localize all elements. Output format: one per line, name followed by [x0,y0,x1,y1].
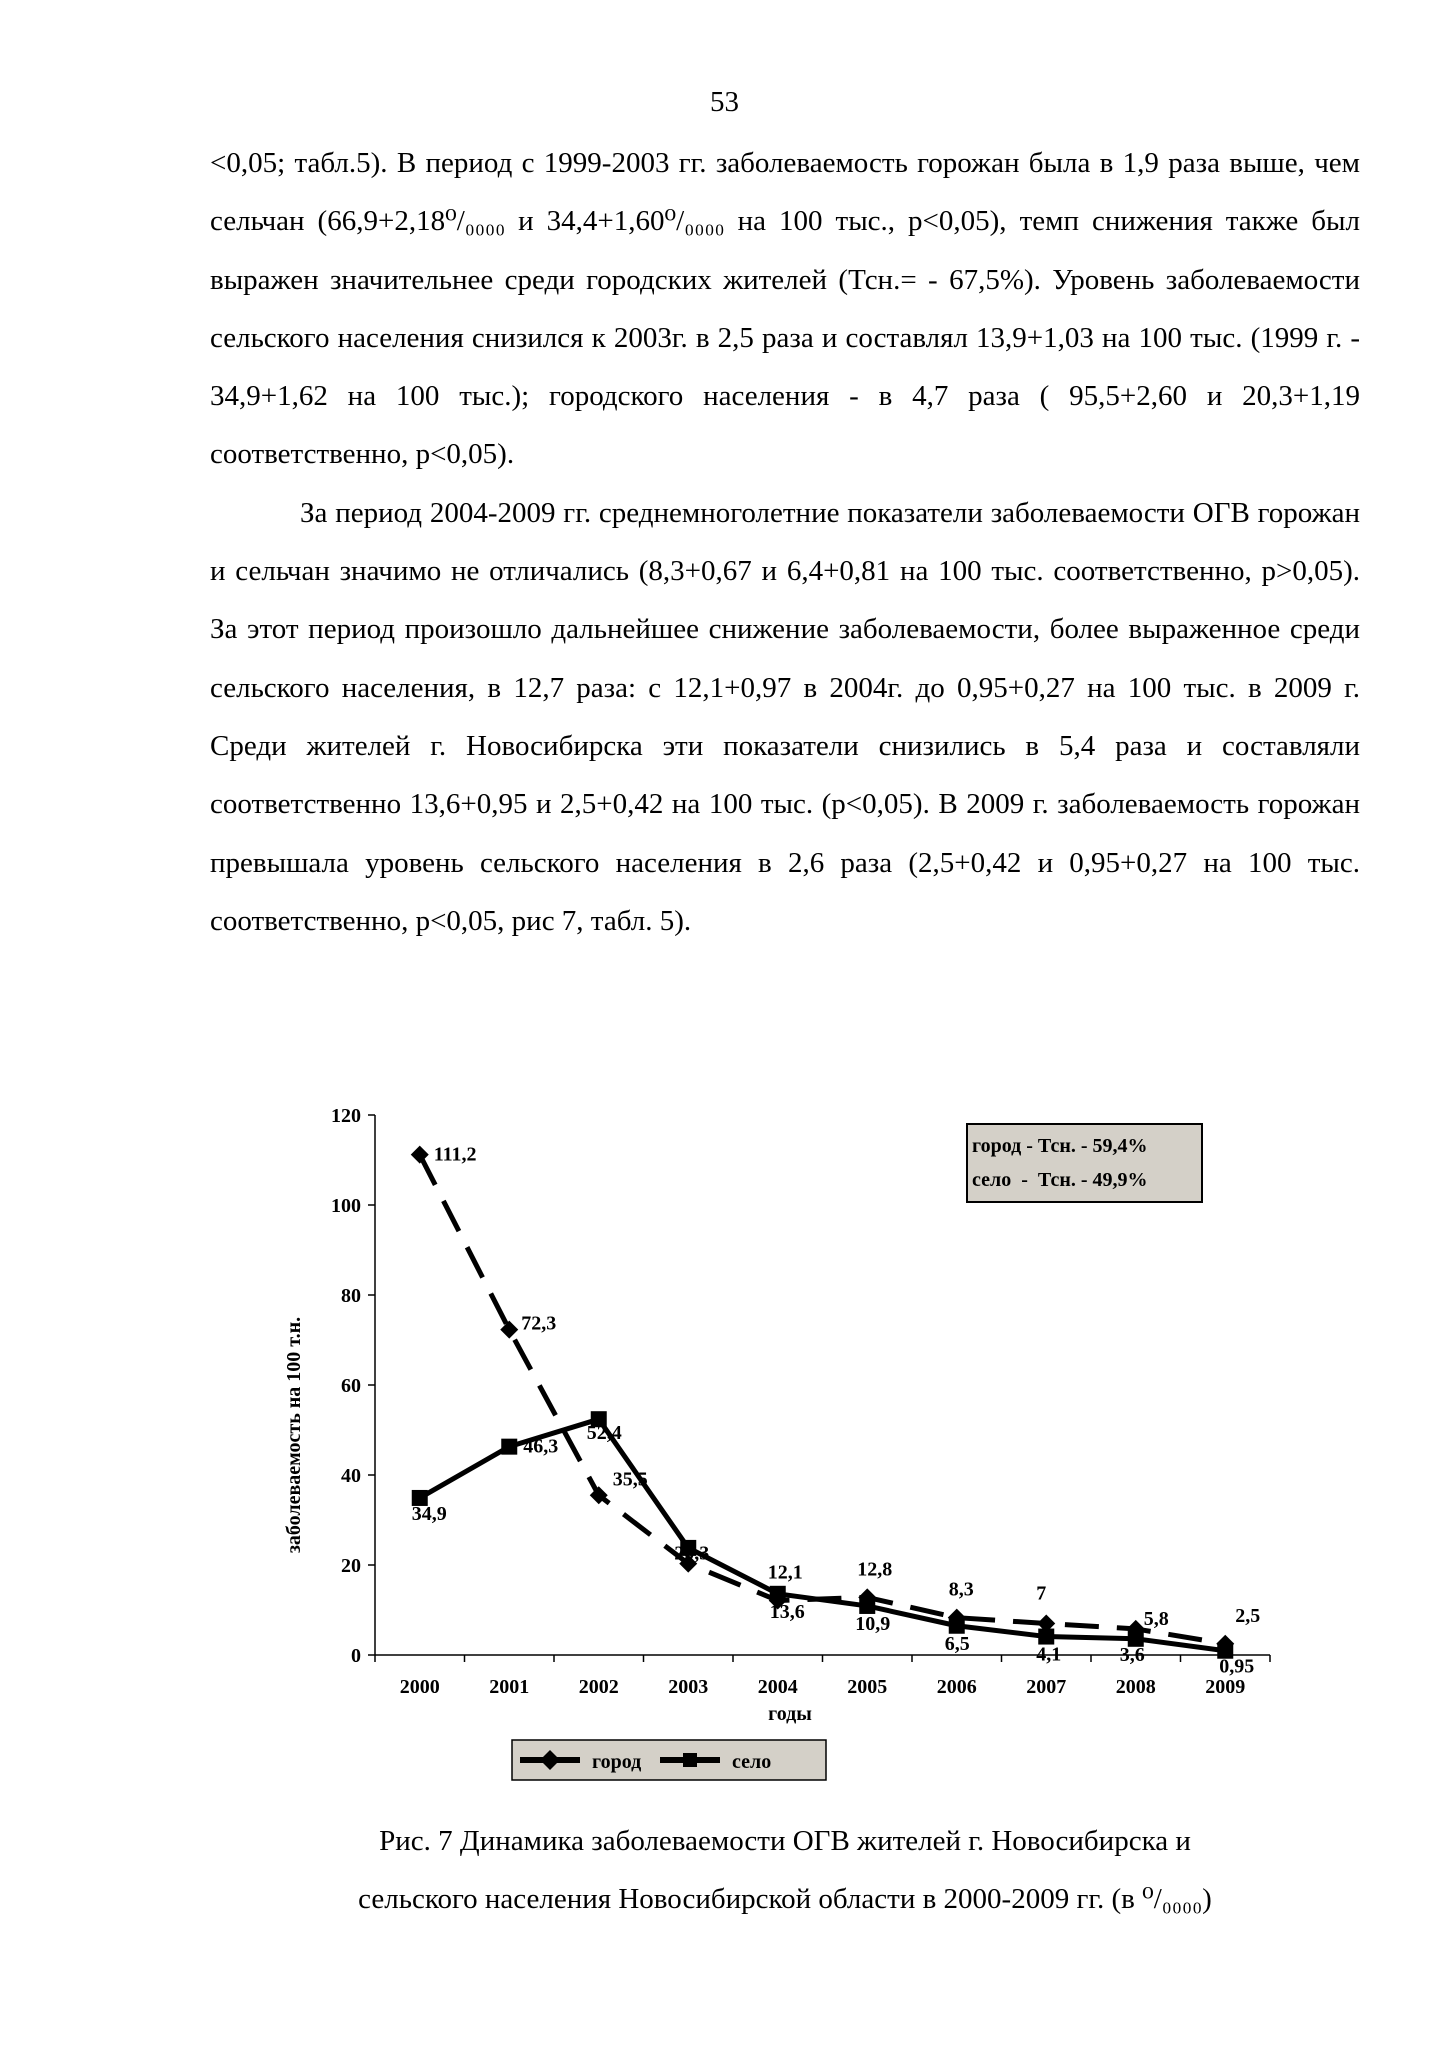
data-point-diamond [500,1321,518,1339]
data-label: 52,4 [586,1422,622,1445]
chart-series [411,1143,1235,1659]
data-point-square [501,1439,517,1455]
text-line: соответственно, р<0,05). [210,438,515,471]
text-line: тыс. соответственно, р>0,05). За этот период произошло дальнейшее [210,555,1361,646]
legend-label-gorod: город [592,1751,642,1773]
data-label: 34,9 [411,1502,447,1525]
text-line: раза выше, чем сельчан (66,9+2,18⁰/₀₀₀₀ и 34,4+1,60⁰/₀₀₀₀ на 100 тыс., р<0,05), [210,147,1361,238]
x-tick-label: 2003 [668,1676,709,1698]
text-line: 2003г. в 2,5 раза и составлял 13,9+1,03 на 100 тыс. (1999 г. - 34,9+1,62 на 100 [210,321,1360,413]
x-tick-label: 2002 [578,1676,619,1698]
legend-marker-square [683,1753,697,1767]
data-label: 8,3 [948,1578,974,1601]
x-tick-label: 2006 [936,1676,977,1698]
x-tick-label: 2004 [757,1676,798,1698]
caption-line: Рис. 7 Динамика заболеваемости ОГВ жителей г. Новосибирска и [379,1825,1191,1857]
y-tick-label: 120 [331,1105,361,1127]
text-line: (Тсн.= - 67,5%). Уровень заболеваемости сельского населения снизился к [210,263,1361,354]
x-tick-label: 2008 [1115,1676,1156,1698]
text-line: жителей г. Новосибирска эти показатели снизились в 5,4 раза и составляли [306,729,1360,762]
figure-7-chart [270,1100,1310,1790]
y-tick-label: 60 [341,1375,361,1397]
caption-line: сельского населения Новосибирской области в 2000-2009 гг. (в ⁰/₀₀₀₀) [358,1883,1212,1915]
data-label: 7 [1036,1582,1047,1605]
text-line: темп снижения также был выражен значительнее среди городских жителей [210,205,1360,296]
line-chart [270,1100,1310,1790]
x-tick-label: 2000 [399,1676,440,1698]
annotation-line: город - Тсн. - 59,4% [972,1135,1148,1157]
data-label: 3,6 [1119,1643,1145,1666]
text-line: 12,7 раза: с 12,1+0,97 в 2004г. до 0,95+0,27 на 100 тыс. в 2009 г. Среди [210,671,1360,762]
x-tick-label: 2009 [1205,1676,1246,1698]
y-axis-label: заболеваемость на 100 т.н. [283,1316,305,1554]
text-line: заболеваемость горожан превышала уровень сельского населения в 2,6 раза [210,788,1360,879]
data-label: 5,8 [1143,1607,1169,1630]
y-tick-label: 0 [351,1645,361,1667]
x-tick-label: 2001 [489,1676,530,1698]
y-tick-label: 20 [341,1555,361,1577]
text-line: (2,5+0,42 и 0,95+0,27 на 100 тыс. соответственно, р<0,05, рис 7, табл. 5). [210,846,1360,937]
data-label: 13,6 [769,1600,805,1623]
annotation-line: село - Тсн. - 49,9% [972,1169,1148,1191]
data-point-diamond [411,1146,429,1164]
data-label: 0,95 [1219,1655,1255,1678]
body-text [210,134,1360,950]
paragraph-1 [210,134,1360,484]
text-line: За период 2004-2009 гг. среднемноголетние показатели заболеваемости [300,496,1185,529]
data-label: 12,1 [767,1561,803,1584]
series-line-0 [420,1155,1226,1644]
data-label: 20,3 [674,1542,710,1565]
y-tick-label: 80 [341,1285,361,1307]
text-line: снижение заболеваемости, более выраженное среди сельского населения, в [210,613,1361,704]
data-label: 6,5 [944,1632,970,1655]
paragraph-2 [210,484,1360,950]
page-number: 53 [710,86,739,118]
text-line: <0,05; табл.5). В период с 1999-2003 гг. заболеваемость горожан была в 1,9 [210,147,1159,179]
data-label: 72,3 [521,1312,557,1335]
data-label: 12,8 [857,1558,893,1581]
chart-legend [512,1740,826,1780]
figure-caption [210,1812,1360,1928]
data-point-square [1038,1629,1054,1645]
data-label: 111,2 [433,1143,477,1166]
text-line: соответственно 13,6+0,95 и 2,5+0,42 на 100 тыс. (р<0,05). В 2009 г. [210,788,1049,821]
y-tick-label: 100 [331,1195,361,1217]
x-tick-label: 2007 [1026,1676,1067,1698]
text-line: ОГВ горожан и сельчан значимо не отличались (8,3+0,67 и 6,4+0,81 на 100 [210,496,1361,588]
data-label: 2,5 [1235,1604,1261,1627]
y-tick-label: 40 [341,1465,361,1487]
annotation-box [967,1124,1202,1202]
x-tick-label: 2005 [847,1676,888,1698]
data-label: 4,1 [1036,1643,1062,1666]
data-label: 10,9 [855,1612,891,1635]
text-line: тыс.); городского населения - в 4,7 раза ( 95,5+2,60 и 20,3+1,19 [459,380,1361,413]
legend-label-selo: село [732,1751,772,1773]
x-axis-label: годы [768,1703,812,1725]
data-point-square [949,1618,965,1634]
data-label: 35,5 [612,1468,648,1491]
data-point-square [859,1598,875,1614]
data-point-square [770,1586,786,1602]
data-label: 46,3 [523,1435,559,1458]
